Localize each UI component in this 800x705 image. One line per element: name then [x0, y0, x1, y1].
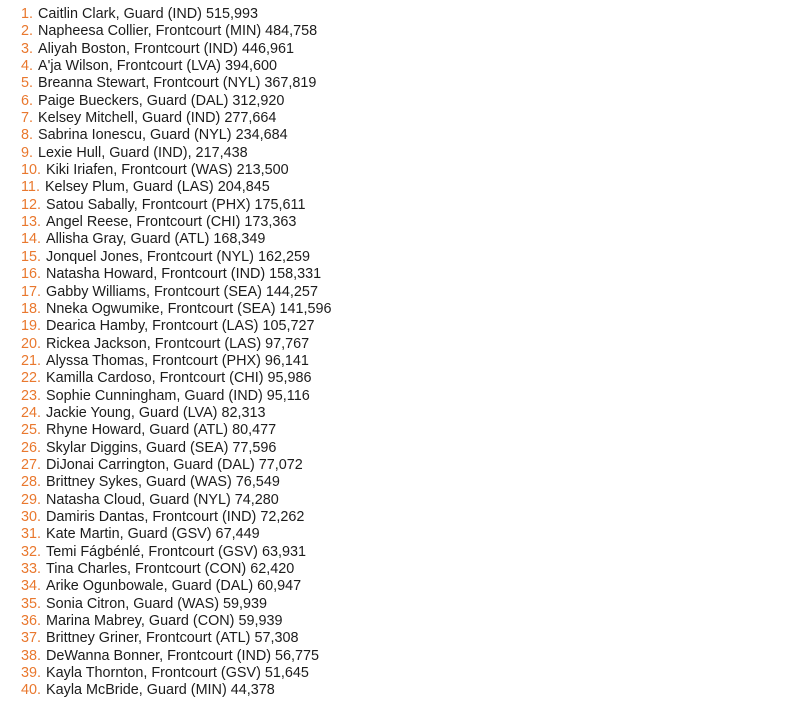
- list-item: [21, 301, 332, 318]
- list-item: [21, 388, 332, 405]
- player-entry: Dearica Hamby, Frontcourt (LAS) 105,727: [46, 318, 315, 335]
- list-item: [21, 613, 332, 630]
- list-item: [21, 405, 332, 422]
- player-entry: Kayla Thornton, Frontcourt (GSV) 51,645: [46, 665, 309, 682]
- list-item: [21, 526, 332, 543]
- list-item: [21, 596, 332, 613]
- rank-number: 13.: [21, 214, 42, 231]
- list-item: [21, 353, 332, 370]
- rank-number: 35.: [21, 595, 42, 612]
- rank-number: 20.: [21, 335, 42, 352]
- player-entry: Rickea Jackson, Frontcourt (LAS) 97,767: [46, 335, 310, 352]
- rank-number: 37.: [21, 630, 42, 647]
- rank-number: 29.: [21, 491, 42, 508]
- rank-number: 18.: [21, 300, 42, 317]
- player-entry: Sophie Cunningham, Guard (IND) 95,116: [46, 387, 310, 404]
- list-item: [21, 457, 332, 474]
- rank-number: 15.: [21, 248, 42, 265]
- list-item: [21, 648, 332, 665]
- player-entry: Brittney Sykes, Guard (WAS) 76,549: [46, 474, 280, 491]
- rank-number: 10.: [21, 162, 42, 179]
- rank-number: 28.: [21, 474, 42, 491]
- player-entry: Jackie Young, Guard (LVA) 82,313: [46, 404, 266, 421]
- player-entry: Kayla McBride, Guard (MIN) 44,378: [46, 682, 275, 699]
- rank-number: 5.: [21, 75, 34, 92]
- ranking-list: [21, 6, 332, 700]
- rank-number: 22.: [21, 370, 42, 387]
- rank-number: 33.: [21, 561, 42, 577]
- player-entry: Brittney Griner, Frontcourt (ATL) 57,308: [46, 630, 299, 647]
- rank-number: 31.: [21, 526, 42, 543]
- list-item: [21, 93, 332, 110]
- rank-number: 26.: [21, 439, 42, 456]
- player-entry: Damiris Dantas, Frontcourt (IND) 72,262: [46, 508, 305, 525]
- player-entry: Satou Sabally, Frontcourt (PHX) 175,611: [46, 196, 306, 213]
- list-item: [21, 162, 332, 179]
- player-entry: Napheesa Collier, Frontcourt (MIN) 484,758: [38, 23, 318, 40]
- rank-number: 25.: [21, 422, 42, 439]
- player-entry: Nneka Ogwumike, Frontcourt (SEA) 141,596: [46, 300, 332, 317]
- player-entry: Gabby Williams, Frontcourt (SEA) 144,257: [46, 283, 318, 300]
- player-entry: Rhyne Howard, Guard (ATL) 80,477: [46, 422, 277, 439]
- list-item: [21, 284, 332, 301]
- list-item: [21, 110, 332, 127]
- rank-number: 8.: [21, 127, 34, 144]
- list-item: [21, 197, 332, 214]
- rank-number: 39.: [21, 665, 42, 682]
- list-item: [21, 127, 332, 144]
- list-item: [21, 474, 332, 491]
- player-entry: Allisha Gray, Guard (ATL) 168,349: [46, 231, 266, 248]
- list-item: [21, 665, 332, 682]
- list-item: [21, 509, 332, 526]
- player-entry: Kelsey Plum, Guard (LAS) 204,845: [44, 179, 270, 196]
- player-entry: DeWanna Bonner, Frontcourt (IND) 56,775: [46, 647, 320, 664]
- list-item: [21, 370, 332, 387]
- player-entry: Kelsey Mitchell, Guard (IND) 277,664: [38, 110, 277, 127]
- player-entry: Breanna Stewart, Frontcourt (NYL) 367,819: [38, 75, 317, 92]
- rank-number: 1.: [21, 6, 34, 22]
- rank-number: 11.: [21, 179, 40, 196]
- rank-number: 9.: [21, 144, 34, 161]
- list-item: [21, 6, 332, 23]
- rank-number: 34.: [21, 578, 42, 595]
- player-entry: Angel Reese, Frontcourt (CHI) 173,363: [46, 214, 297, 231]
- rank-number: 19.: [21, 318, 42, 335]
- rank-number: 16.: [21, 266, 42, 283]
- rank-number: 12.: [21, 196, 42, 213]
- list-item: [21, 544, 332, 561]
- player-entry: Tina Charles, Frontcourt (CON) 62,420: [46, 561, 295, 577]
- player-entry: Kamilla Cardoso, Frontcourt (CHI) 95,986: [46, 370, 312, 387]
- rank-number: 24.: [21, 404, 42, 421]
- list-item: [21, 630, 332, 647]
- player-entry: Natasha Howard, Frontcourt (IND) 158,331: [46, 266, 322, 283]
- list-item: [21, 179, 332, 196]
- player-entry: Temi Fágbénlé, Frontcourt (GSV) 63,931: [46, 543, 306, 560]
- player-entry: Sabrina Ionescu, Guard (NYL) 234,684: [38, 127, 288, 144]
- rank-number: 3.: [21, 40, 34, 57]
- player-entry: Kate Martin, Guard (GSV) 67,449: [46, 526, 260, 543]
- list-item: [21, 58, 332, 75]
- rank-number: 30.: [21, 508, 42, 525]
- rank-number: 36.: [21, 613, 42, 630]
- list-item: [21, 336, 332, 353]
- player-entry: A'ja Wilson, Frontcourt (LVA) 394,600: [38, 58, 277, 75]
- list-item: [21, 578, 332, 595]
- list-item: [21, 440, 332, 457]
- rank-number: 6.: [21, 92, 34, 109]
- rank-number: 7.: [21, 110, 34, 127]
- list-item: [21, 318, 332, 335]
- player-entry: Marina Mabrey, Guard (CON) 59,939: [46, 613, 283, 630]
- rank-number: 2.: [21, 23, 34, 40]
- list-item: [21, 249, 332, 266]
- player-entry: Skylar Diggins, Guard (SEA) 77,596: [46, 439, 277, 456]
- rank-number: 21.: [21, 352, 42, 369]
- list-item: [21, 231, 332, 248]
- list-item: [21, 23, 332, 40]
- list-item: [21, 41, 332, 58]
- player-entry: Paige Bueckers, Guard (DAL) 312,920: [38, 92, 285, 109]
- player-entry: Caitlin Clark, Guard (IND) 515,993: [38, 6, 258, 22]
- player-entry: Arike Ogunbowale, Guard (DAL) 60,947: [46, 578, 302, 595]
- rank-number: 40.: [21, 682, 42, 699]
- player-entry: Sonia Citron, Guard (WAS) 59,939: [46, 595, 268, 612]
- list-item: [21, 492, 332, 509]
- list-item: [21, 145, 332, 162]
- player-entry: Natasha Cloud, Guard (NYL) 74,280: [46, 491, 279, 508]
- list-item: [21, 214, 332, 231]
- list-item: [21, 75, 332, 92]
- rank-number: 17.: [21, 283, 42, 300]
- rank-number: 38.: [21, 647, 42, 664]
- rank-number: 32.: [21, 543, 42, 560]
- list-item: [21, 266, 332, 283]
- list-item: [21, 561, 332, 578]
- list-item: [21, 682, 332, 699]
- rank-number: 4.: [21, 58, 34, 75]
- player-entry: Lexie Hull, Guard (IND), 217,438: [38, 144, 248, 161]
- rank-number: 23.: [21, 387, 42, 404]
- player-entry: DiJonai Carrington, Guard (DAL) 77,072: [46, 456, 303, 473]
- list-item: [21, 422, 332, 439]
- rank-number: 14.: [21, 231, 42, 248]
- player-entry: Alyssa Thomas, Frontcourt (PHX) 96,141: [46, 352, 309, 369]
- player-entry: Jonquel Jones, Frontcourt (NYL) 162,259: [46, 248, 310, 265]
- player-entry: Aliyah Boston, Frontcourt (IND) 446,961: [38, 40, 294, 57]
- rank-number: 27.: [21, 456, 42, 473]
- player-entry: Kiki Iriafen, Frontcourt (WAS) 213,500: [46, 162, 289, 179]
